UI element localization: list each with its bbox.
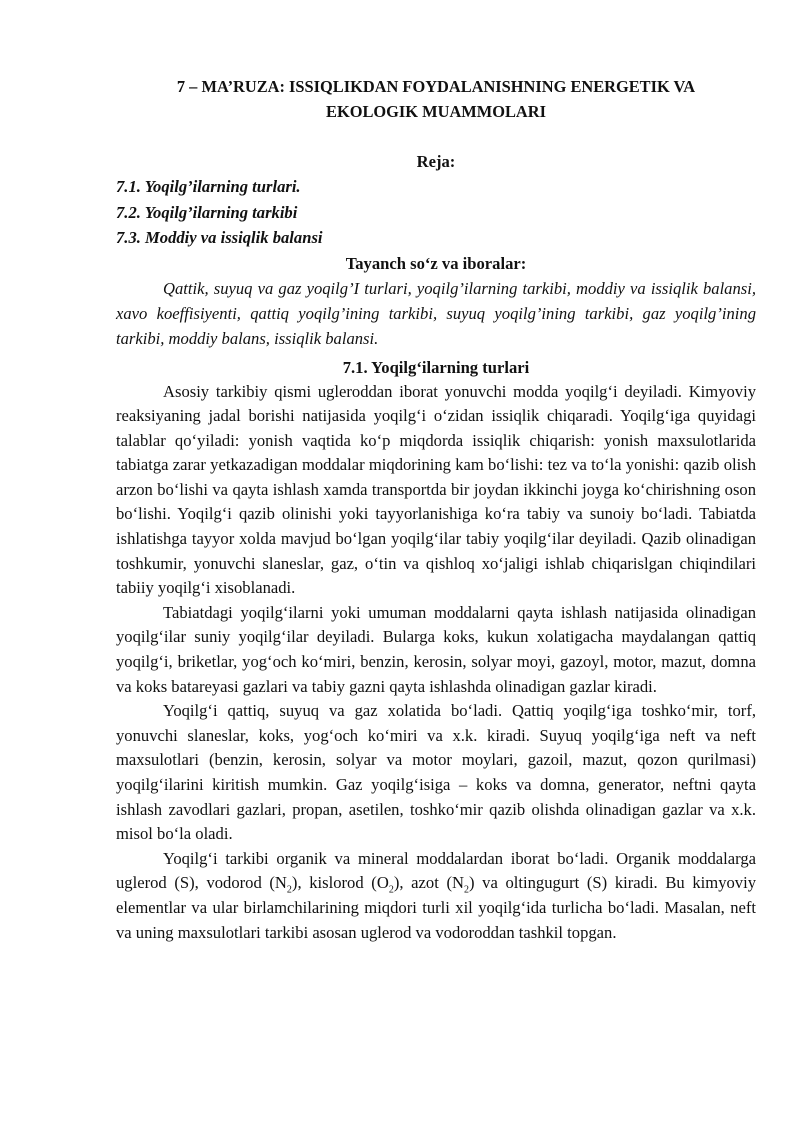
paragraph-text: ) va oltingugurt (S) kiradi. Bu kimyoviy elementlar va ular birlamchilarining miqdori turli xil yoqilg‘ida turlicha bo‘ladi. Masalan, neft va uning maxsulotlari tarkibi asosan uglerod va vodoroddan tashkil topgan. (116, 873, 756, 942)
subscript: 2 (463, 884, 469, 896)
subscript: 2 (388, 884, 394, 896)
plan-list (116, 174, 756, 251)
document-page (116, 74, 756, 945)
plan-item: 7.1. Yoqilg’ilarning turlari. (116, 177, 301, 196)
lecture-title-line-2: EKOLOGIK MUAMMOLARI (326, 102, 546, 121)
paragraph: Tabiatdagi yoqilg‘ilarni yoki umuman moddalarni qayta ishlash natijasida olinadigan yoqilg‘ilar suniy yoqilg‘ilar deyiladi. Bularga koks, kukun xolatigacha maydalangan qattiq yoqilg‘i, briketlar, yog‘och ko‘miri, benzin, kerosin, solyar moyi, gazoyl, motor, mazut, domna va koks batareyasi gazlari va tabiy gazni qayta ishlashda olinadigan gazlar kiradi. (116, 602, 756, 696)
plan-item: 7.2. Yoqilg’ilarning tarkibi (116, 202, 298, 222)
paragraph-text: ), kislorod (O (291, 873, 389, 893)
plan-item: 7.3. Moddiy va issiqlik balansi (116, 228, 323, 247)
keywords-heading: Tayanch so‘z va iboralar: (345, 253, 527, 273)
paragraph-composition (116, 847, 756, 945)
paragraph-text: Yoqilg‘i tarkibi organik va mineral moddalardan iborat bo‘ladi. Organik moddalarga uglerod (S), vodorod (N (116, 848, 756, 893)
paragraph: Yoqilg‘i qattiq, suyuq va gaz xolatida bo‘ladi. Qattiq yoqilg‘iga toshko‘mir, torf, yonuvchi slaneslar, koks, yog‘och ko‘miri va x.k. kiradi. Suyuq yoqilg‘iga neft va neft maxsulotlari (benzin, kerosin, solyar va motor moylari, gazoil, mazut, qozon qurilmasi) yoqilg‘ilarini kiritish mumkin. Gaz yoqilg‘isiga – koks va domna, generator, neftni qayta ishlash zavodlari gazlari, propan, asetilen, toshko‘mir qazib olishda olinadigan gazlar va x.k. misol bo‘la oladi. (116, 701, 756, 844)
section-heading: 7.1. Yoqilg‘ilarning turlari (342, 357, 530, 377)
plan-heading: Reja: (416, 152, 456, 171)
paragraph: Asosiy tarkibiy qismi ugleroddan iborat yonuvchi modda yoqilg‘i deyiladi. Kimyoviy reaksiyaning jadal borishi natijasida yoqilg‘i o‘zidan issiqlik chiqaradi. Yoqilg‘iga quyidagi talablar qo‘yiladi: yonish vaqtida ko‘p miqdorda issiqlik chiqarish: yonish maxsulotlarida tabiatga zarar yetkazadigan moddalar miqdorining kam bo‘lishi: tez va to‘la yonishi: qazib olish arzon bo‘lishi va qayta ishlash xamda transportda bir joydan ikkinchi joyga ko‘chirishning oson bo‘lishi. Yoqilg‘i qazib olinishi yoki tayyorlanishiga ko‘ra tabiy va sunoiy bo‘ladi. Tabiatda ishlatishga tayyor xolda mavjud bo‘lgan yoqilg‘ilar tabiy yoqilg‘ilar deyiladi. Qazib olinadigan toshkumir, yonuvchi slaneslar, gaz, o‘tin va qishloq xo‘jaligi ishlab chiqarislgan chiqindilari tabiiy yoqilg‘i xisoblanadi. (116, 381, 756, 598)
lecture-title (116, 74, 756, 124)
subscript: 2 (286, 884, 292, 896)
paragraph-text: ), azot (N (393, 873, 464, 893)
keywords-text: Qattik, suyuq va gaz yoqilg’I turlari, yoqilg’ilarning tarkibi, moddiy va issiqlik balansi, xavo koeffisiyenti, qattiq yoqilg’ining tarkibi, suyuq yoqilg’ining tarkibi, gaz yoqilg’ining tarkibi, moddiy balans, issiqlik balansi. (116, 278, 756, 348)
lecture-title-line-1: 7 – MA’RUZA: ISSIQLIKDAN FOYDALANISHNING ENERGETIK VA (176, 77, 696, 96)
